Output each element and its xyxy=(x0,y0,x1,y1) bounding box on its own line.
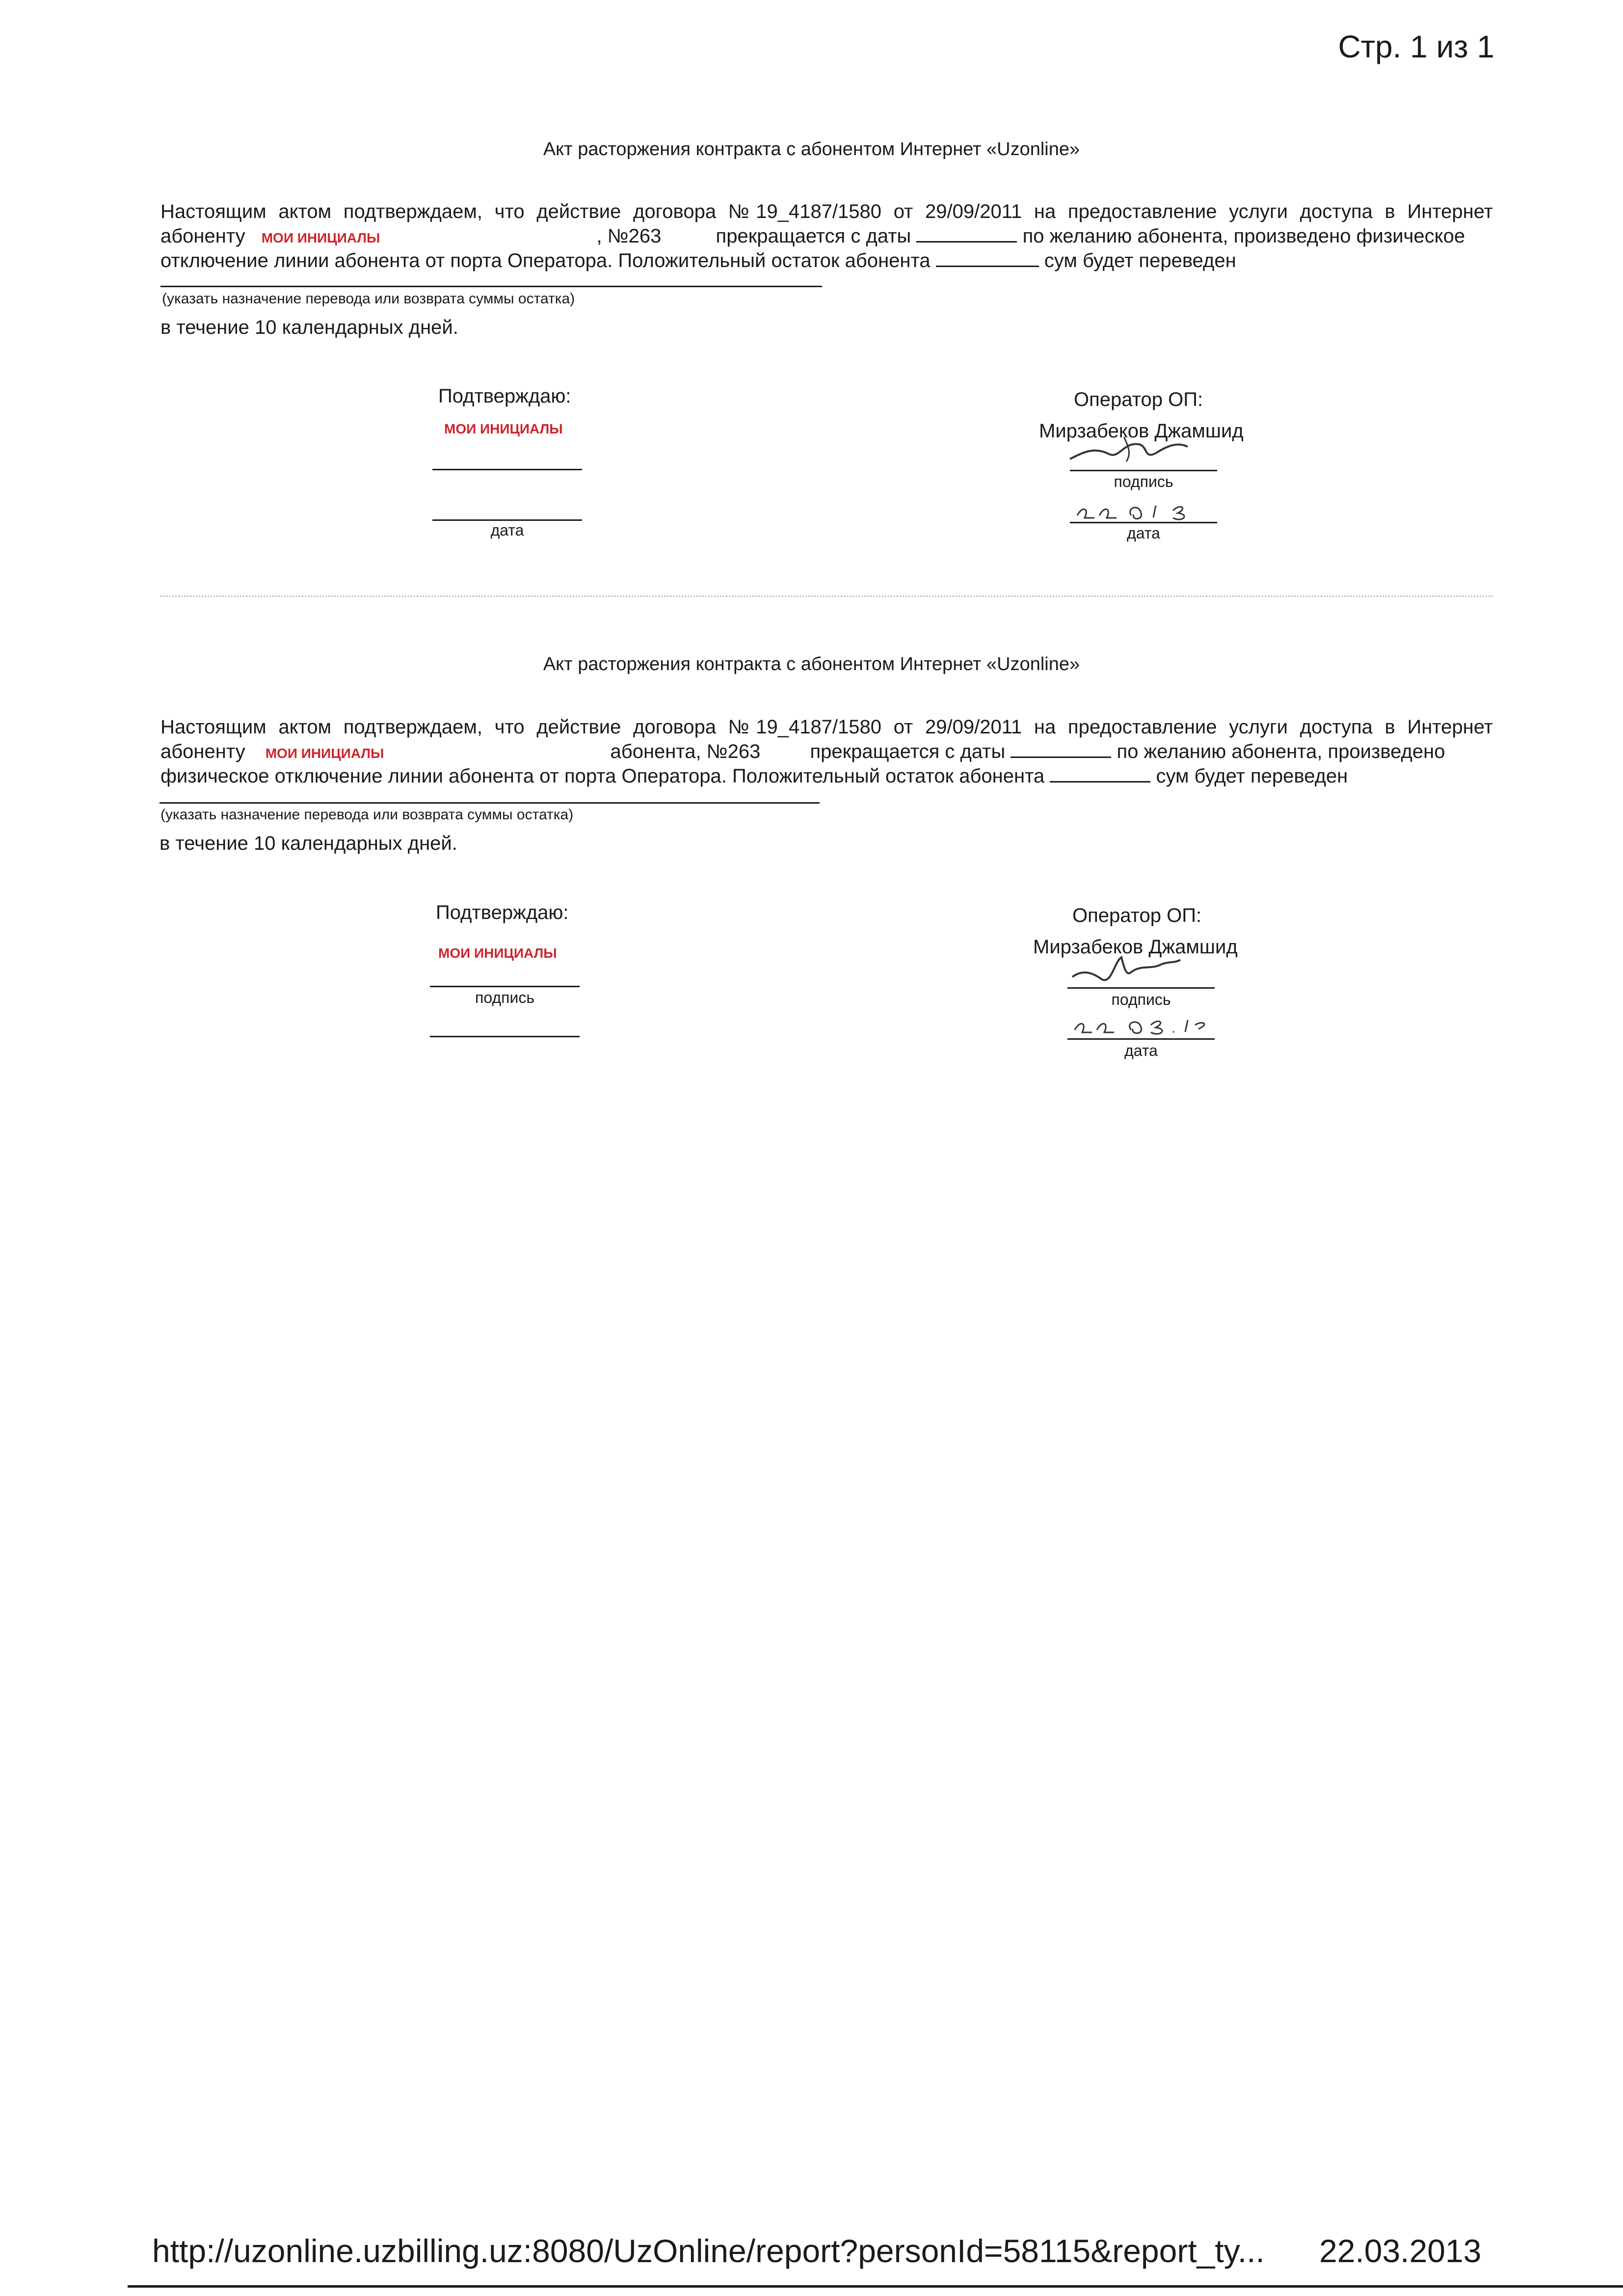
act-2-confirm-initials: МОИ ИНИЦИАЛЫ xyxy=(438,945,557,961)
act-2-operator-signature-line xyxy=(1067,987,1215,989)
act-1-confirm-initials: МОИ ИНИЦИАЛЫ xyxy=(444,421,563,436)
footer-rule xyxy=(128,2285,1623,2288)
act-1-initials: МОИ ИНИЦИАЛЫ xyxy=(261,230,380,245)
act-2-transfer-text: сум будет переведен xyxy=(1156,765,1348,787)
act-1-left-signature-line xyxy=(432,469,582,470)
act-1-operator-date-label: дата xyxy=(1127,524,1160,542)
act-1-operator-signature-line xyxy=(1070,470,1217,471)
act-2-initials: МОИ ИНИЦИАЛЫ xyxy=(265,746,384,761)
act-2-ceases-text: прекращается с даты xyxy=(810,741,1006,762)
act-1-ceases-text: прекращается с даты xyxy=(716,225,911,247)
footer-url: http://uzonline.uzbilling.uz:8080/UzOnline/report?personId=58115&report_ty... xyxy=(152,2233,1265,2269)
act-2-contract-number: абонента, №263 xyxy=(610,741,761,762)
act-2-left-signature-line xyxy=(430,986,580,987)
act-2-period: в течение 10 календарных дней. xyxy=(160,833,457,854)
act-1-amount-blank xyxy=(936,250,1039,267)
act-2-title: Акт расторжения контракта с абонентом Интернет «Uzonline» xyxy=(543,654,1080,675)
act-2-confirm-label: Подтверждаю: xyxy=(436,902,569,923)
act-2-operator-name: Мирзабеков Джамшид xyxy=(1033,936,1238,958)
act-1-date-blank xyxy=(916,225,1017,243)
act-2-left-sign-label: подпись xyxy=(475,989,534,1006)
act-1-operator-signature-icon xyxy=(1065,432,1193,471)
act-2-subscriber-label: абоненту xyxy=(160,741,245,762)
act-1-line-2-end: по желанию абонента, произведено физическое xyxy=(1022,225,1465,247)
act-1-operator-sign-label: подпись xyxy=(1114,473,1173,490)
act-2-left-date-line xyxy=(430,1036,580,1037)
act-2-line-2 xyxy=(160,739,1493,764)
act-1-line-3 xyxy=(160,248,1493,273)
act-2-amount-blank xyxy=(1050,765,1150,783)
act-1-destination-line xyxy=(160,286,822,287)
act-1-left-date-label: дата xyxy=(490,521,524,539)
act-1-operator-name: Мирзабеков Джамшид xyxy=(1039,420,1244,442)
act-2-hint: (указать назначение перевода или возврата суммы остатка) xyxy=(160,807,574,823)
act-1-title: Акт расторжения контракта с абонентом Интернет «Uzonline» xyxy=(543,139,1080,160)
act-2-handwritten-date-icon xyxy=(1070,1010,1217,1040)
act-1-confirm-label: Подтверждаю: xyxy=(438,385,571,407)
act-2-balance-text: физическое отключение линии абонента от порта Оператора. Положительный остаток абонента xyxy=(160,765,1045,787)
act-2-destination-line xyxy=(160,802,820,804)
act-2-operator-label: Оператор ОП: xyxy=(1072,905,1202,926)
act-1-subscriber-label: абоненту xyxy=(160,225,245,247)
act-1-hint: (указать назначение перевода или возврата суммы остатка) xyxy=(162,291,575,307)
act-2-line-1: Настоящим актом подтверждаем, что действие договора №19_4187/1580 от 29/09/2011 на предоставление услуги доступа в Интернет xyxy=(160,716,1493,738)
act-1-contract-number: , №263 xyxy=(596,225,662,247)
act-1-balance-text: отключение линии абонента от порта Оператора. Положительный остаток абонента xyxy=(160,250,931,271)
footer-date: 22.03.2013 xyxy=(1319,2233,1482,2269)
cut-divider xyxy=(160,595,1493,597)
act-1-operator-date-line xyxy=(1070,522,1217,523)
act-1-line-2 xyxy=(160,224,1493,248)
act-2-date-blank xyxy=(1011,741,1111,758)
act-2-operator-signature-icon xyxy=(1067,952,1185,989)
act-1-period: в течение 10 календарных дней. xyxy=(160,317,458,338)
page-number: Стр. 1 из 1 xyxy=(1338,29,1494,64)
act-2-body xyxy=(160,715,1493,788)
act-1-line-1: Настоящим актом подтверждаем, что действие договора №19_4187/1580 от 29/09/2011 на предоставление услуги доступа в Интернет xyxy=(160,201,1493,222)
act-2-operator-sign-label: подпись xyxy=(1111,991,1171,1008)
act-2-operator-date-line xyxy=(1067,1038,1215,1040)
act-1-operator-label: Оператор ОП: xyxy=(1074,389,1203,410)
act-1-left-date-line xyxy=(432,519,582,521)
act-1-transfer-text: сум будет переведен xyxy=(1044,250,1236,271)
act-2-line-2-end: по желанию абонента, произведено xyxy=(1117,741,1445,762)
act-1-handwritten-date-icon xyxy=(1072,496,1220,525)
act-2-operator-date-label: дата xyxy=(1124,1042,1158,1059)
act-2-line-3 xyxy=(160,764,1493,788)
act-1-body xyxy=(160,199,1493,273)
